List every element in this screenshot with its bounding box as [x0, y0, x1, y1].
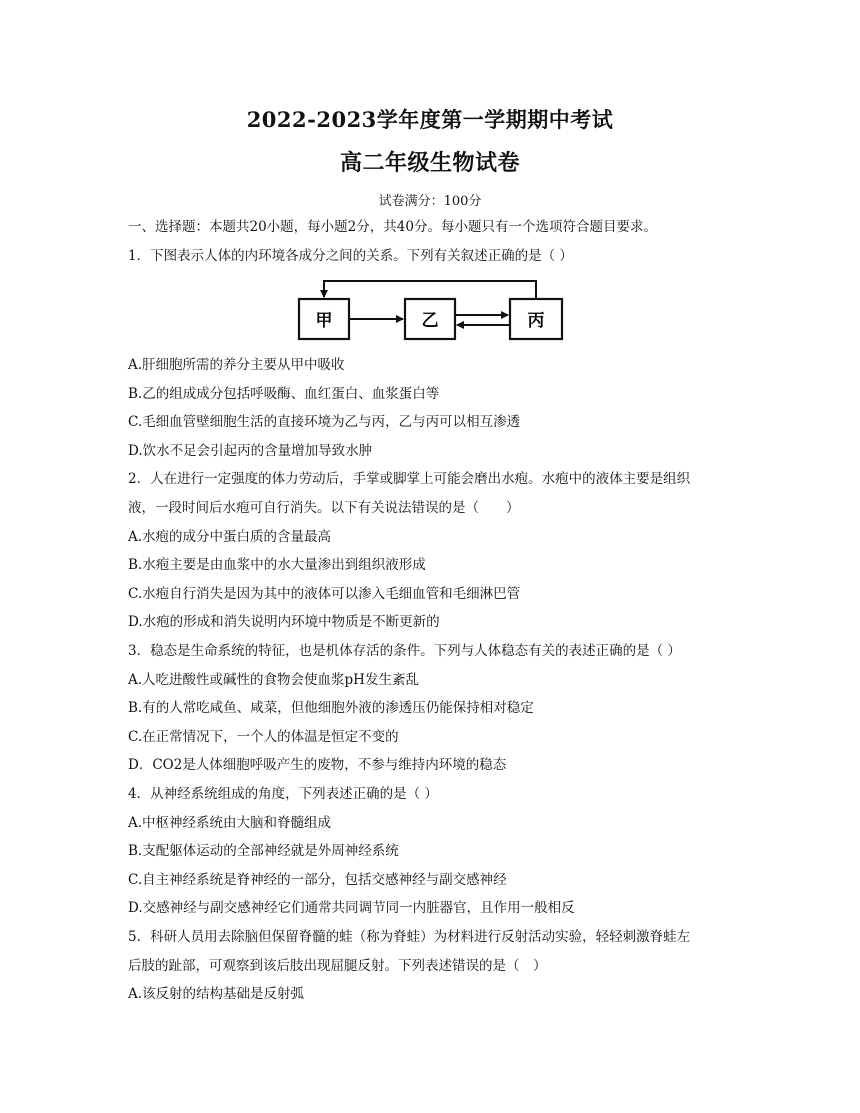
question-2-option-d: D.水疱的形成和消失说明内环境中物质是不断更新的: [128, 614, 440, 630]
question-1-option-c: C.毛细血管壁细胞生活的直接环境为乙与丙，乙与丙可以相互渗透: [128, 414, 521, 430]
box-yi-label: 乙: [421, 311, 439, 331]
question-1-option-b: B.乙的组成成分包括呼吸酶、血红蛋白、血浆蛋白等: [128, 386, 440, 402]
question-5-option-a: A.该反射的结构基础是反射弧: [128, 986, 305, 1002]
question-2-stem-line-1: 2．人在进行一定强度的体力劳动后，手掌或脚掌上可能会磨出水疱。水疱中的液体主要是组织: [128, 471, 691, 487]
question-2-stem-line-2: 液，一段时间后水疱可自行消失。以下有关说法错误的是（ ）: [128, 500, 520, 516]
question-3-option-b: B.有的人常吃咸鱼、咸菜，但他细胞外液的渗透压仍能保持相对稳定: [128, 700, 534, 716]
question-4-stem: 4．从神经系统组成的角度，下列表述正确的是（ ）: [128, 786, 438, 802]
question-3-option-d: D．CO2是人体细胞呼吸产生的废物，不参与维持内环境的稳态: [128, 757, 507, 773]
arrow-bing-to-jia: [324, 281, 536, 299]
question-1-option-d: D.饮水不足会引起丙的含量增加导致水肿: [128, 443, 373, 459]
box-jia-label: 甲: [315, 311, 333, 331]
question-3-option-c: C.在正常情况下，一个人的体温是恒定不变的: [128, 729, 399, 745]
question-5-stem-line-2: 后肢的趾部，可观察到该后肢出现屈腿反射。下列表述错误的是（ ）: [128, 958, 547, 974]
question-3-stem: 3．稳态是生命系统的特征，也是机体存活的条件。下列与人体稳态有关的表述正确的是（ ）: [128, 643, 681, 659]
exam-title: 2022-2023学年度第一学期期中考试: [246, 107, 614, 132]
box-bing-label: 丙: [527, 311, 545, 331]
question-2-option-c: C.水疱自行消失是因为其中的液体可以渗入毛细血管和毛细淋巴管: [128, 586, 521, 602]
question-1-stem: 1．下图表示人体的内环境各成分之间的关系。下列有关叙述正确的是（ ）: [128, 248, 573, 264]
question-2-option-b: B.水疱主要是由血浆中的水大量渗出到组织液形成: [128, 557, 426, 573]
question-4-option-b: B.支配躯体运动的全部神经就是外周神经系统: [128, 843, 399, 859]
question-3-option-a: A.人吃进酸性或碱性的食物会使血浆pH发生紊乱: [128, 672, 419, 688]
question-4-option-d: D.交感神经与副交感神经它们通常共同调节同一内脏器官，且作用一般相反: [128, 900, 575, 916]
question-4-option-a: A.中枢神经系统由大脑和脊髓组成: [128, 815, 332, 831]
question-2-option-a: A.水疱的成分中蛋白质的含量最高: [128, 529, 332, 545]
question-1-option-a: A.肝细胞所需的养分主要从甲中吸收: [128, 357, 345, 373]
total-score: 试卷满分：100分: [378, 194, 482, 209]
question-5-stem-line-1: 5．科研人员用去除脑但保留脊髓的蛙（称为脊蛙）为材料进行反射活动实验，轻轻刺激脊蛙左: [128, 929, 691, 945]
body-fluid-diagram: [296, 275, 566, 345]
question-4-option-c: C.自主神经系统是脊神经的一部分，包括交感神经与副交感神经: [128, 872, 507, 888]
section-heading: 一、选择题：本题共20小题，每小题2分，共40分。每小题只有一个选项符合题目要求。: [128, 219, 657, 235]
exam-subtitle: 高二年级生物试卷: [339, 150, 520, 176]
